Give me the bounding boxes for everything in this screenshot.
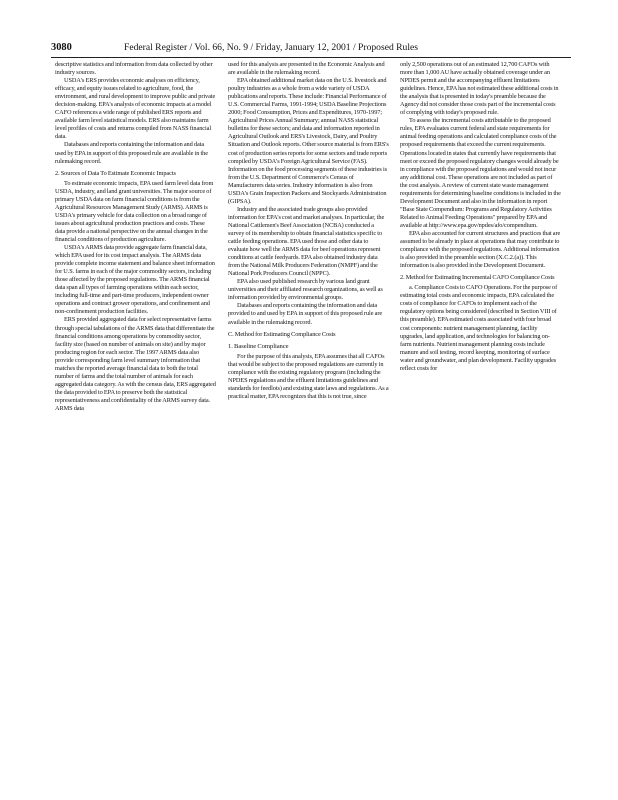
paragraph: EPA also used published research by various land grant universities and their affiliated research organizations, as well as information provided by environmental groups. <box>228 278 383 302</box>
paragraph: EPA obtained additional market data on the U.S. livestock and poultry industries as a whole from a wide variety of USDA publications and reports. These include: Financial Performance of U.S. Commercial Farms, 1991-1994; USDA Baseline Projections 2000; Food Consumption, Prices and Expenditures, 1970-1997; Agricultural Prices Annual Summary; annual NASS statistical bulletins for these sectors; and data and information reported in Agricultural Outlook and ERS's Livestock, Dairy, and Poultry Situation and Outlook reports. Other source material is from ERS's cost of production series reports for some sectors and trade reports compiled by USDA's Foreign Agricultural Service (FAS). Information on the food processing segments of these industries is from the U.S. Department of Commerce's Census of Manufacturers data series. Industry information is also from USDA's Grain Inspection Packers and Stockyards Administration (GIPSA). <box>228 77 389 205</box>
page-header <box>51 42 571 56</box>
paragraph: USDA's ERS provides economic analyses on efficiency, efficacy, and equity issues related to agriculture, food, the environment, and rural development to improve public and private decision-making. EPA's analysis of economic impacts at a model CAFO references a wide range of published ERS reports and available farm level statistical models. ERS also maintains farm level profiles of costs and returns compiled from NASS financial data. <box>55 77 216 141</box>
column-2 <box>228 61 389 401</box>
paragraph: Databases and reports containing the information and data used by EPA in support of this proposed rule are available in the rulemaking record. <box>55 141 208 165</box>
paragraph: used for this analysis are presented in the Economic Analysis and are available in the rulemaking record. <box>228 61 385 77</box>
column-3 <box>400 61 561 373</box>
header-rule <box>51 57 571 58</box>
page-number: 3080 <box>51 42 72 53</box>
paragraph: For the purpose of this analysis, EPA assumes that all CAFOs that would be subject to the proposed regulations are currently in compliance with the existing regulatory program (including the NPDES regulations and the effluent limitations guidelines and standards for feedlots) and existing state laws and regulations. As a practical matter, EPA recognizes that this is not true, since <box>228 352 389 400</box>
running-head: Federal Register / Vol. 66, No. 9 / Friday, January 12, 2001 / Proposed Rules <box>124 42 419 53</box>
paragraph: Databases and reports containing the information and data provided to and used by EPA in support of this proposed rule are available in the rulemaking record. <box>228 302 383 326</box>
paragraph: a. Compliance Costs to CAFO Operations. For the purpose of estimating total costs and economic impacts, EPA calculated the costs of compliance for CAFOs to implement each of the regulatory options being considered (described in Section VIII of this preamble). EPA estimated costs associated with four broad cost components: nutrient management planning, facility upgrades, land application, and technologies for balancing on-farm nutrients. Nutrient management planning costs include manure and soil testing, record keeping, monitoring of surface water and groundwater, and plan development. Facility upgrades reflect costs for <box>400 284 558 372</box>
subsection-heading: 1. Baseline Compliance <box>228 342 289 350</box>
paragraph: To assess the incremental costs attributable to the proposed rules, EPA evaluates current federal and state requirements for animal feeding operations and calculated compliance costs of the proposed requirements that exceed the current requirements. Operations located in states that currently have requirements that meet or exceed the proposed regulatory changes would already be in compliance with the proposed regulations and would not incur any additional cost. These operations are not included as part of the cost analysis. A review of current state waste management requirements for determining baseline conditions is included in the Development Document and also in the information in report "Base State Compendium: Programs and Regulatory Activities Related to Animal Feeding Operations" prepared by EPA and available at http://www.epa.gov/npdes/afo/compendium. <box>400 117 561 229</box>
column-1 <box>55 61 216 413</box>
paragraph: only 2,500 operations out of an estimated 12,700 CAFOs with more than 1,000 AU have actually obtained coverage under an NPDES permit and the accompanying effluent limitations guidelines. Hence, EPA has not estimated these additional costs in the analysis that is presented in today's preamble because the Agency did not consider those costs part of the incremental costs of complying with today's proposed rule. <box>400 61 559 117</box>
paragraph: ERS provided aggregated data for select representative farms through special tabulations of the ARMS data that differentiate the financial conditions among operations by commodity sector, facility size (based on number of animals on site) and by major producing region for each sector. The 1997 ARMS data also provide corresponding farm level summary information that matches the reported average financial data to both the total number of farms and the total number of animals for each aggregated data category. As with the census data, ERS aggregated the data provided to EPA to preserve both the statistical representativeness and confidentiality of the ARMS survey data. ARMS data <box>55 316 216 412</box>
paragraph: EPA also accounted for current structures and practices that are assumed to be already in place at operations that may contribute to compliance with the proposed regulations. Additional information is also provided in the preamble section (X.C.2.(a)). This information is also provided in the Development Document. <box>400 229 561 270</box>
paragraph: Industry and the associated trade groups also provided information for EPA's cost and market analyses. In particular, the National Cattlemen's Beef Association (NCBA) conducted a survey of its membership to obtain financial statistics specific to cattle feeding operations. EPA used those and other data to evaluate how well the ARMS data for beef operations represent conditions at cattle feedyards. EPA also obtained industry data from the National Milk Producers Federation (NMPF) and the National Pork Producers Council (NPPC). <box>228 205 385 278</box>
section-heading: 2. Sources of Data To Estimate Economic Impacts <box>55 169 176 177</box>
section-heading: C. Method for Estimating Compliance Costs <box>228 330 336 338</box>
paragraph: descriptive statistics and information from data collected by other industry sources. <box>55 61 213 77</box>
paragraph: To estimate economic impacts, EPA used farm level data from USDA, industry, and land grant universities. The major source of primary USDA data on farm financial conditions is from the Agricultural Resources Management Study (ARMS). ARMS is USDA's primary vehicle for data collection on a broad range of issues about agricultural production practices and costs. These data provide a national perspective on the annual changes in the financial conditions of production agriculture. <box>55 179 214 243</box>
paragraph: USDA's ARMS data provide aggregate farm financial data, which EPA used for its cost impact analysis. The ARMS data provide complete income statement and balance sheet information for U.S. farms in each of the major commodity sectors, including those affected by the proposed regulations. The ARMS financial data span all types of farming operations within each sector, including full-time and part-time producers, independent owner operations and contract grower operations, and confinement and non-confinement production facilities. <box>55 244 215 316</box>
section-heading: 2. Method for Estimating Incremental CAFO Compliance Costs <box>400 274 555 282</box>
